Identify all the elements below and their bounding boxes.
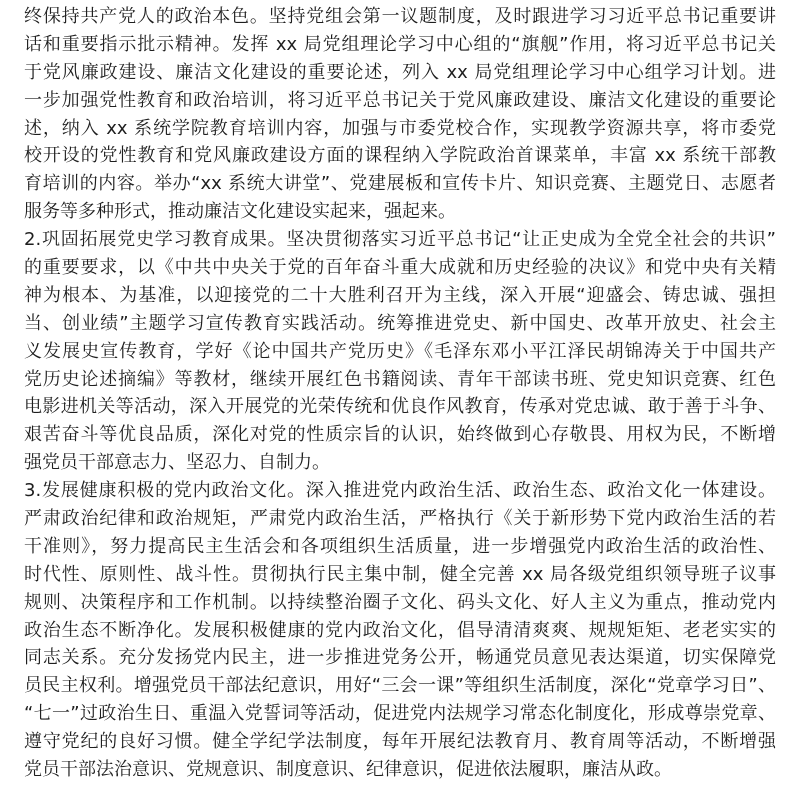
text-line: 终保持共产党人的政治本色。坚持党组会第一议题制度，及时跟进学习习近平总书记重要讲 [24,6,776,27]
text-line: 神为根本、为基准，以迎接党的二十大胜利召开为主线，深入开展“迎盛会、铸忠诚、强担 [24,284,776,306]
text-line: 2.巩固拓展党史学习教育成果。坚决贯彻落实习近平总书记“让正史成为全党全社会的共识” [24,229,776,251]
text-line: 政治生态不断净化。发展积极健康的党内政治文化，倡导清清爽爽、规规矩矩、老老实实的 [24,619,776,641]
text-line: “七一”过政治生日、重温入党誓词等活动，促进党内法规学习常态化制度化，形成尊崇党章、 [24,703,776,725]
text-line: 党员干部法治意识、党规意识、制度意识、纪律意识，促进依法履职，廉洁从政。 [24,759,672,781]
text-line: 党历史论述摘编》等教材，继续开展红色书籍阅读、青年干部读书班、党史知识竞赛、红色 [24,368,776,390]
text-line: 强党员干部意志力、坚忍力、自制力。 [24,452,330,474]
text-line: 话和重要指示批示精神。发挥 xx 局党组理论学习中心组的“旗舰”作用，将习近平总书记关 [24,33,776,55]
text-line: 电影进机关等活动，深入开展党的光荣传统和优良作风教育，传承对党忠诚、敢于善于斗争、 [24,396,776,418]
text-line: 艰苦奋斗等优良品质，深化对党的性质宗旨的认识，始终做到心存敬畏、用权为民，不断增 [24,424,776,446]
text-line: 述，纳入 xx 系统学院教育培训内容，加强与市委党校合作，实现教学资源共享，将市委党 [24,117,776,139]
paragraph [24,477,776,784]
text-line: 遵守党纪的良好习惯。健全学纪学法制度，每年开展纪法教育月、教育周等活动，不断增强 [24,731,776,753]
document-body [24,3,776,784]
paragraph [24,3,776,226]
text-line: 的重要要求，以《中共中央关于党的百年奋斗重大成就和历史经验的决议》和党中央有关精 [24,257,776,279]
text-line: 育培训的内容。举办“xx 系统大讲堂”、党建展板和宣传卡片、知识竞赛、主题党日、志愿者 [24,173,776,195]
text-line: 于党风廉政建设、廉洁文化建设的重要论述，列入 xx 局党组理论学习中心组学习计划。进 [24,61,776,83]
text-line: 时代性、原则性、战斗性。贯彻执行民主集中制，健全完善 xx 局各级党组织领导班子议事 [24,563,776,585]
text-line: 3.发展健康积极的党内政治文化。深入推进党内政治生活、政治生态、政治文化一体建设。 [24,480,776,502]
text-line: 当、创业绩”主题学习宣传教育实践活动。统筹推进党史、新中国史、改革开放史、社会主 [24,312,776,334]
text-line: 员民主权利。增强党员干部法纪意识，用好“三会一课”等组织生活制度，深化“党章学习日”、 [24,675,776,697]
text-line: 严肃政治纪律和政治规矩，严肃党内政治生活，严格执行《关于新形势下党内政治生活的若 [24,508,776,530]
text-line: 规则、决策程序和工作机制。以持续整治圈子文化、码头文化、好人主义为重点，推动党内 [24,591,776,613]
text-line: 干准则》，努力提高民主生活会和各项组织生活质量，进一步增强党内政治生活的政治性、 [24,535,776,557]
text-line: 服务等多种形式，推动廉洁文化建设实起来，强起来。 [24,201,456,223]
paragraph [24,226,776,477]
text-line: 义发展史宣传教育，学好《论中国共产党历史》《毛泽东邓小平江泽民胡锦涛关于中国共产 [24,340,776,362]
text-line: 校开设的党性教育和党风廉政建设方面的课程纳入学院政治首课菜单，丰富 xx 系统干部教 [24,145,776,167]
text-line: 一步加强党性教育和政治培训，将习近平总书记关于党风廉政建设、廉洁文化建设的重要论 [24,89,776,111]
text-line: 同志关系。充分发扬党内民主，进一步推进党务公开，畅通党员意见表达渠道，切实保障党 [24,647,776,669]
